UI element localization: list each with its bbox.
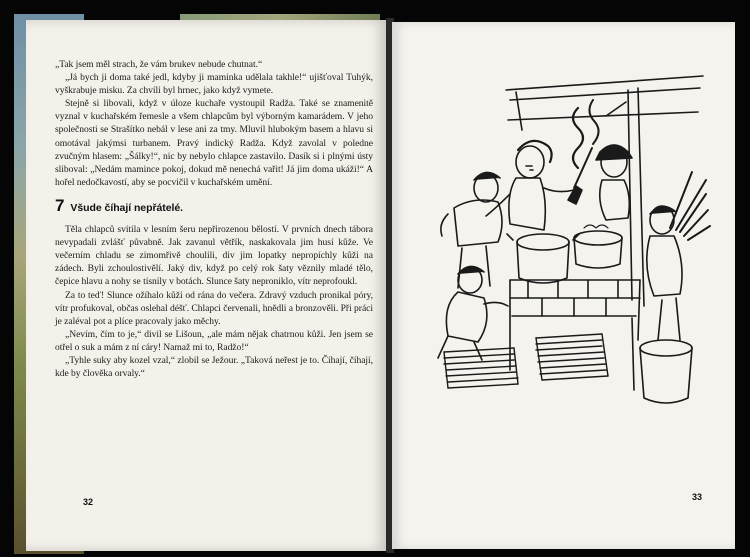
paragraph: „Tak jsem měl strach, že vám brukev nebude chutnat.“	[55, 59, 263, 70]
paragraph: „Tyhle suky aby kozel vzal,“ zlobil se Ježour. „Taková neřest je to. Číhají, číhají, kde by člověka orvaly.“	[55, 354, 373, 380]
paragraph: Stejně si libovali, když v úloze kuchaře vystoupil Radža. Také se znamenitě vyznal v kuchařském řemesle a všem chlapcům byl výborným kamarádem. V jeho společnosti se Strašítko nebál v lese ani za tmy. Mluvil hlubokým basem a hlavu si omotával jakýmsi turbanem. Pravý indický Radža. Když zavolal v poledne zvučným hlasem: „Šálky!“, nic by nebylo chlapce zastavilo. Dasík si i plnými ústy sliboval: „Nedám mamince pokoj, dokud mě nenechá vařit! Já jim doma ukáži!“ A hořel nedočkavostí, aby se pocvičil v kuchařském umění.	[55, 98, 373, 188]
chapter-title: Všude číhají nepřátelé.	[70, 201, 184, 214]
paragraph: „Já bych ji doma také jedl, kdyby ji maminka udělala takhle!“ ujišťoval Tuhýk, vyškrabuje misku. Za chvíli byl hrnec, jako když vymete.	[55, 72, 373, 97]
page-number-right: 33	[692, 492, 703, 502]
paragraph: Za to teď! Slunce ožíhalo kůži od rána do večera. Zdravý vzduch pronikal póry, vítr profukoval, občas oslehal déšť. Chlapci červenali, hnědli a bronzověli. Při práci je zaléval pot a plíce pracovaly jako měchy.	[55, 289, 373, 327]
paragraph: „Nevím, čím to je,“ divil se Lišoun, „ale mám nějak chatrnou kůži. Jen jsem se otřel o suk a mám z ní cáry! Namaž mi to, Radžo!“	[55, 328, 373, 353]
chapter-heading	[55, 195, 373, 215]
left-page-text	[55, 58, 373, 380]
chapter-number: 7	[55, 195, 65, 215]
boys-cooking-illustration-icon	[418, 70, 718, 410]
page-number-left: 32	[83, 497, 94, 507]
paragraph: Těla chlapců svítila v lesním šeru nepřirozenou bělostí. V prvních dnech tábora nevypadali zvlášť půvabně. Jak zavanul větřík, naskakovala jim husí kůže. Ve večerním chladu se zimomřivě choulili, div jim lopatky nepropíchly kůži na zádech. Byli zchoulostivělí. Jaký div, když po celý rok šaty věznily mladé tělo, čepice hlavu a nohy se tísnily v botách. Slunce šaty neproniklo, vítr neprofoukl.	[55, 224, 373, 288]
